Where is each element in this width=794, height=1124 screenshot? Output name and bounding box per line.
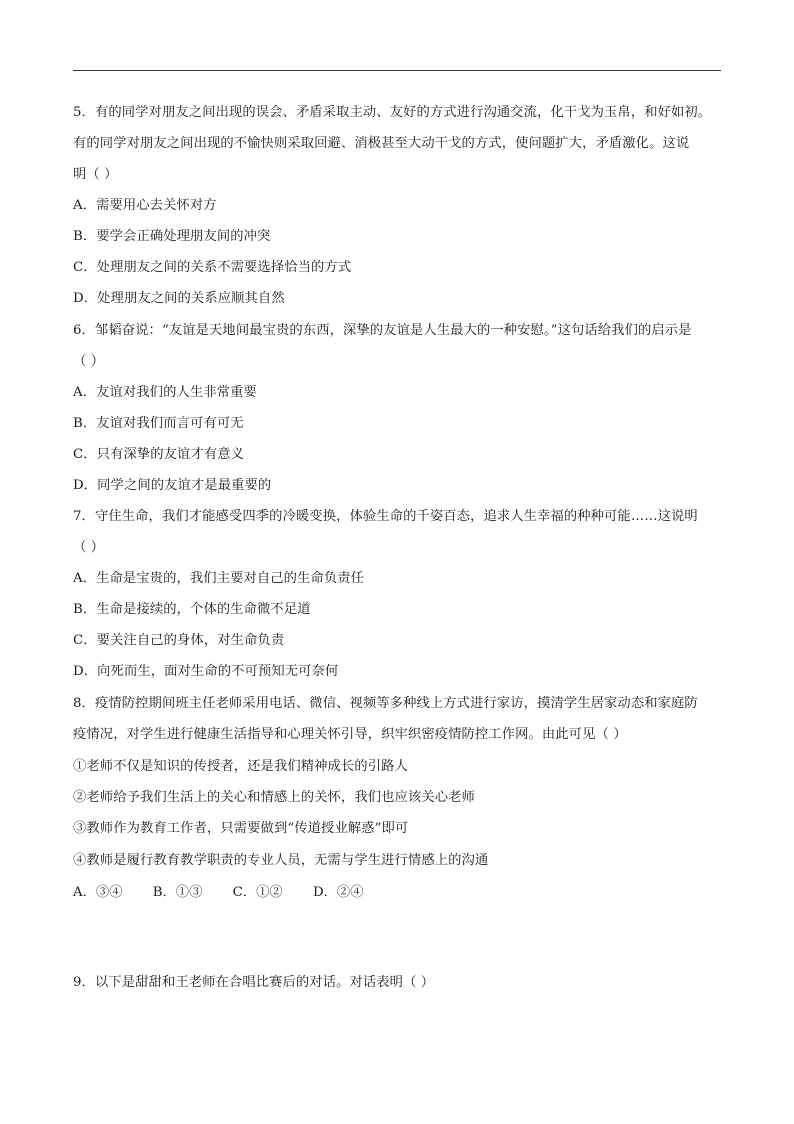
- question-7-stem-line-1: 7．守住生命，我们才能感受四季的冷暖变换，体验生命的千姿百态，追求人生幸福的种种可能……这说明: [73, 509, 698, 524]
- question-8-answer-choices: [73, 884, 364, 902]
- question-5-stem-line-2: 有的同学对朋友之间出现的不愉快则采取回避、消极甚至大动干戈的方式，使问题扩大，矛盾激化。这说: [73, 136, 690, 151]
- question-6-option-c: C．只有深挚的友谊才有意义: [73, 447, 245, 462]
- question-9-stem-line-1: 9．以下是甜甜和王老师在合唱比赛后的对话。对话表明（ ）: [73, 975, 435, 990]
- question-8-statement-2: ②老师给予我们生活上的关心和情感上的关怀，我们也应该关心老师: [73, 790, 475, 805]
- question-5-option-c: C．处理朋友之间的关系不需要选择恰当的方式: [73, 260, 352, 275]
- question-7-stem-line-2: （ ）: [73, 540, 105, 555]
- question-8-answer-c: C．①②: [232, 885, 283, 900]
- question-8-answer-d: D．②④: [312, 885, 364, 900]
- question-5-stem-line-3: 明（ ）: [73, 167, 118, 182]
- question-6-option-b: B．友谊对我们而言可有可无: [73, 416, 244, 431]
- question-6-stem-line-2: （ ）: [73, 354, 105, 369]
- question-8-answer-b: B．①③: [152, 885, 203, 900]
- question-7-option-d: D．向死而生，面对生命的不可预知无可奈何: [73, 664, 339, 679]
- question-8-stem-line-2: 疫情况，对学生进行健康生活指导和心理关怀引导，织牢织密疫情防控工作网。由此可见（ ）: [73, 727, 627, 742]
- question-5-option-d: D．处理朋友之间的关系应顺其自然: [73, 291, 285, 306]
- question-6-option-d: D．同学之间的友谊才是最重要的: [73, 478, 272, 493]
- question-7-option-a: A．生命是宝贵的，我们主要对自己的生命负责任: [73, 571, 365, 586]
- question-8-answer-a: A．③④: [73, 885, 123, 900]
- question-8-statement-3: ③教师作为教育工作者，只需要做到“传道授业解惑”即可: [73, 821, 409, 836]
- question-5-option-a: A．需要用心去关怀对方: [73, 198, 217, 213]
- header-divider: [73, 70, 721, 71]
- question-7-option-c: C．要关注自己的身体，对生命负责: [73, 633, 285, 648]
- question-8-statement-1: ①老师不仅是知识的传授者，还是我们精神成长的引路人: [73, 759, 408, 774]
- question-8-stem-line-1: 8．疫情防控期间班主任老师采用电话、微信、视频等多种线上方式进行家访，摸清学生居家动态和家庭防: [73, 696, 698, 711]
- question-5-stem-line-1: 5．有的同学对朋友之间出现的误会、矛盾采取主动、友好的方式进行沟通交流，化干戈为玉帛，和好如初。: [73, 105, 712, 120]
- question-5-option-b: B．要学会正确处理朋友间的冲突: [73, 229, 271, 244]
- question-6-option-a: A．友谊对我们的人生非常重要: [73, 385, 257, 400]
- question-6-stem-line-1: 6．邹韬奋说：“友谊是天地间最宝贵的东西，深挚的友谊是人生最大的一种安慰。”这句话给我们的启示是: [73, 323, 692, 338]
- question-8-statement-4: ④教师是履行教育教学职责的专业人员，无需与学生进行情感上的沟通: [73, 853, 489, 868]
- question-7-option-b: B．生命是接续的，个体的生命微不足道: [73, 602, 311, 617]
